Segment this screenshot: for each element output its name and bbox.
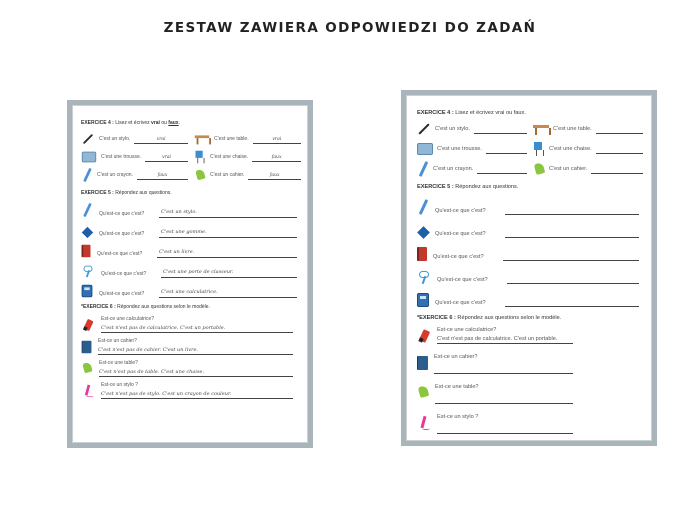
exercise-4-title: EXERCICE 4 : Lisez et écrivez vrai ou faux. [417, 110, 526, 116]
list-item: C'est un stylo. [417, 122, 527, 136]
sharpener-icon [82, 265, 95, 278]
list-item: Qu'est-ce que c'est? C'est un livre. [81, 242, 301, 258]
list-item: C'est un crayon. [417, 162, 527, 176]
list-item: Qu'est-ce que c'est? C'est un stylo. [81, 202, 301, 218]
pencil-case-icon [417, 143, 433, 155]
exercise-6-title: *EXERCICE 6 : Répondez aux questions selon le modèle. [81, 304, 210, 310]
crayon-icon [417, 416, 431, 430]
exercise-5-list [81, 202, 301, 298]
table-icon [82, 363, 93, 374]
list-item: Est-ce un stylo ? C'est n'est pas de stylo. C'est un crayon de couleur. [81, 382, 301, 399]
chair-icon [195, 151, 206, 164]
pen-icon [82, 133, 95, 146]
list-item: Est-ce une table? [417, 384, 643, 404]
exercise-5-list [417, 196, 643, 307]
sharpener-icon [417, 270, 431, 284]
list-item: Est-ce une calculatrice? C'est n'est pas de calculatrice. C'est un portable. [417, 327, 643, 344]
chair-icon [533, 142, 545, 156]
list-item: Est-ce un stylo ? [417, 414, 643, 434]
list-item: C'est un crayon. faux [81, 168, 188, 182]
notebook-icon [533, 163, 545, 175]
calculator-icon [82, 285, 93, 298]
exercise-4-title: EXERCICE 4 : Lisez et écrivez vrai ou faux. [81, 120, 180, 126]
list-item: Qu'est-ce que c'est? [417, 196, 643, 215]
list-item: C'est une chaise. faux [194, 150, 301, 164]
table-icon [195, 134, 209, 145]
list-item: C'est une table. [533, 122, 643, 136]
phone-icon [82, 319, 95, 332]
list-item: C'est un cahier. faux [194, 168, 301, 182]
exercise-5-title: EXERCICE 5 : Répondez aux questions. [417, 184, 519, 190]
list-item: C'est une table. vrai [194, 132, 301, 146]
notebook-icon [195, 170, 206, 181]
notebook-icon [417, 356, 428, 370]
list-item: C'est un cahier. [533, 162, 643, 176]
list-item: Qu'est-ce que c'est? [417, 288, 643, 307]
book-icon [82, 245, 91, 258]
list-item: Qu'est-ce que c'est? C'est une gomme. [81, 222, 301, 238]
list-item: C'est une chaise. [533, 142, 643, 156]
table-icon [533, 123, 549, 135]
list-item: Qu'est-ce que c'est? C'est une porte de classeur. [81, 262, 301, 278]
exercise-6-list [417, 327, 643, 434]
list-item: Est-ce un cahier? C'est n'est pas de cahier. C'est un livre. [81, 338, 301, 355]
list-item: Qu'est-ce que c'est? [417, 219, 643, 238]
list-item: Qu'est-ce que c'est? [417, 265, 643, 284]
pencil-icon [417, 161, 429, 177]
pencil-icon [82, 203, 93, 217]
notebook-icon [82, 341, 92, 354]
exercise-6-list [81, 316, 301, 399]
pen-icon [417, 122, 431, 136]
pencil-icon [417, 199, 429, 215]
exercise-5-title: EXERCICE 5 : Répondez aux questions. [81, 190, 172, 196]
phone-icon [417, 329, 431, 343]
answer-sheet [67, 100, 313, 448]
book-icon [417, 247, 427, 261]
list-item: Qu'est-ce que c'est? [417, 242, 643, 261]
list-item: C'est une trousse. vrai [81, 150, 188, 164]
eraser-icon [82, 227, 93, 238]
calculator-icon [417, 293, 429, 307]
exercise-6-title: *EXERCICE 6 : Répondez aux questions selon le modèle. [417, 315, 562, 321]
list-item: Est-ce un cahier? [417, 354, 643, 374]
table-icon [417, 386, 429, 398]
list-item: C'est un stylo. vrai [81, 132, 188, 146]
exercise-4-grid [81, 132, 301, 182]
eraser-icon [417, 226, 429, 238]
list-item: Est-ce une table? C'est n'est pas de table. C'est une chaise. [81, 360, 301, 377]
pencil-icon [82, 168, 93, 182]
list-item: C'est une trousse. [417, 142, 527, 156]
list-item: Est-ce une calculatrice? C'est n'est pas de calculatrice. C'est un portable. [81, 316, 301, 333]
worksheet [401, 90, 657, 446]
page-heading: ZESTAW ZAWIERA ODPOWIEDZI DO ZADAŃ [163, 20, 537, 36]
exercise-4-grid [417, 122, 643, 176]
crayon-icon [82, 385, 95, 398]
pencil-case-icon [82, 152, 96, 163]
list-item: Qu'est-ce que c'est? C'est une calculatrice. [81, 282, 301, 298]
